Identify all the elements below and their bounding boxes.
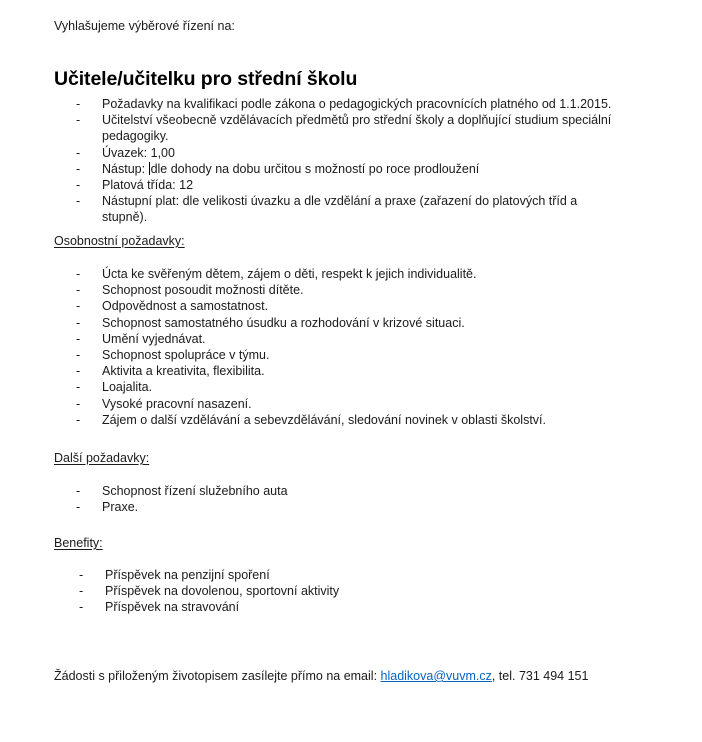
page-title: Učitele/učitelku pro střední školu xyxy=(54,68,358,91)
list-item-start-date[interactable] xyxy=(76,161,616,177)
list-item-text: Příspěvek na dovolenou, sportovní aktivity xyxy=(105,584,340,599)
text-cursor-caret xyxy=(149,162,150,175)
list-item-text: Platová třída: 12 xyxy=(102,178,194,193)
list-item-text: Příspěvek na stravování xyxy=(105,600,240,615)
list-item-text: Úcta ke svěřeným dětem, zájem o děti, respekt k jejich individualitě. xyxy=(102,267,477,281)
contact-prefix: Žádosti s přiloženým životopisem zasílejte přímo na email: xyxy=(54,669,381,683)
list-item xyxy=(76,315,616,331)
list-item-text: Úvazek: 1,00 xyxy=(102,145,175,160)
list-item xyxy=(76,266,616,282)
list-item xyxy=(76,379,616,395)
other-requirements-list xyxy=(76,483,616,515)
list-item-text: Požadavky na kvalifikaci podle zákona o pedagogických pracovnících platného od 1.1.2015. xyxy=(102,97,612,111)
benefits-list xyxy=(79,567,619,616)
list-item-text: Umění vyjednávat. xyxy=(102,331,206,346)
list-item-text: Schopnost samostatného úsudku a rozhodování v krizové situaci. xyxy=(102,315,465,330)
list-item xyxy=(76,396,616,412)
list-item xyxy=(76,282,616,298)
list-item xyxy=(76,499,616,515)
personal-requirements-heading: Osobnostní požadavky: xyxy=(54,234,185,248)
position-requirements-list xyxy=(76,96,616,226)
list-item xyxy=(79,567,619,583)
email-link[interactable]: hladikova@vuvm.cz xyxy=(380,669,492,683)
list-item-text: Schopnost spolupráce v týmu. xyxy=(102,348,270,363)
list-item xyxy=(79,599,619,615)
list-item-text: Loajalita. xyxy=(102,380,153,395)
intro-line: Vyhlašujeme výběrové řízení na: xyxy=(54,19,235,33)
list-item xyxy=(76,363,616,379)
list-item xyxy=(76,177,616,193)
contact-line xyxy=(54,668,588,684)
start-date-value: dle dohody na dobu určitou s možností po roce prodloužení xyxy=(150,161,480,176)
list-item-text: Aktivita a kreativita, flexibilita. xyxy=(102,364,265,379)
list-item xyxy=(76,298,616,314)
personal-requirements-list xyxy=(76,266,616,428)
list-item-text: Nástupní plat: dle velikosti úvazku a dle vzdělání a praxe (zařazení do platových tříd a stupně). xyxy=(102,194,578,225)
list-item-text: Praxe. xyxy=(102,500,139,515)
list-item-text: Učitelství všeobecně vzdělávacích předmětů pro střední školy a doplňující studium speciální pedagogiky. xyxy=(102,113,612,144)
benefits-heading: Benefity: xyxy=(54,536,103,550)
list-item xyxy=(76,145,616,161)
list-item-text: Zájem o další vzdělávání a sebevzdělávání, sledování novinek v oblasti školství. xyxy=(102,412,546,427)
list-item-text: Schopnost řízení služebního auta xyxy=(102,484,288,498)
other-requirements-heading: Další požadavky: xyxy=(54,451,150,465)
start-date-label: Nástup: xyxy=(102,161,149,176)
list-item xyxy=(76,96,616,112)
list-item-text: Vysoké pracovní nasazení. xyxy=(102,396,252,411)
list-item xyxy=(79,583,619,599)
list-item-text: Schopnost posoudit možnosti dítěte. xyxy=(102,283,304,298)
list-item xyxy=(76,347,616,363)
list-item-text: Odpovědnost a samostatnost. xyxy=(102,299,269,314)
list-item xyxy=(76,112,616,144)
list-item-text: Příspěvek na penzijní spoření xyxy=(105,568,270,582)
list-item xyxy=(76,193,616,225)
contact-suffix: , tel. 731 494 151 xyxy=(491,669,589,683)
list-item xyxy=(76,412,616,428)
list-item xyxy=(76,331,616,347)
list-item xyxy=(76,483,616,499)
